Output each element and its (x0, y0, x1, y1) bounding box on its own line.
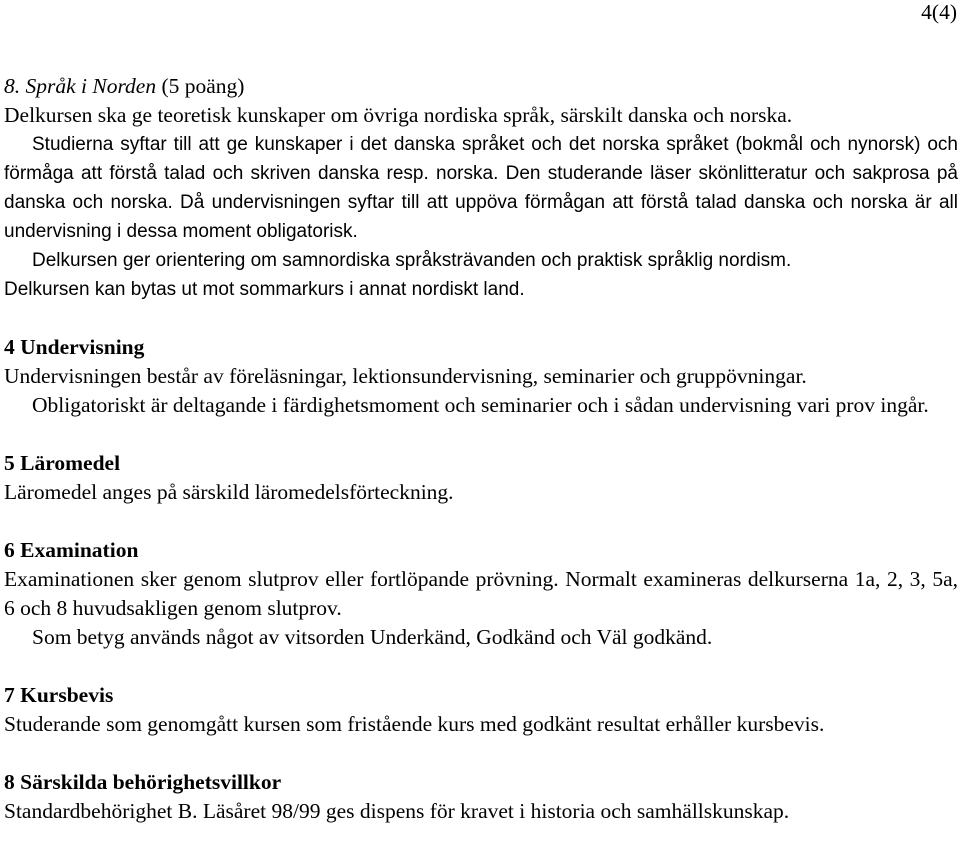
heading-laromedel: 5 Läromedel (4, 451, 121, 475)
undervisning-paragraph-2: Obligatoriskt är deltagande i färdighetsmoment och seminarier och i sådan undervisning vari prov ingår. (32, 393, 929, 417)
course-part-number: 8. (4, 74, 26, 98)
examination-paragraph-1: Examinationen sker genom slutprov eller fortlöpande prövning. Normalt examineras delkurserna 1a, 2, 3, 5a, 6 och 8 huvudsakligen genom slutprov. (4, 567, 958, 620)
heading-kursbevis: 7 Kursbevis (4, 683, 114, 707)
examination-paragraph-2: Som betyg används något av vitsorden Underkänd, Godkänd och Väl godkänd. (32, 625, 713, 649)
course-part-name: Språk i Norden (25, 74, 157, 98)
undervisning-paragraph-1: Undervisningen består av föreläsningar, lektionsundervisning, seminarier och gruppövningar. (4, 364, 807, 388)
heading-behorighetsvillkor: 8 Särskilda behörighetsvillkor (4, 770, 282, 794)
behorighetsvillkor-paragraph: Standardbehörighet B. Läsåret 98/99 ges dispens för kravet i historia och samhällskunskap. (4, 799, 790, 823)
page-number: 4(4) (921, 0, 957, 24)
course-part-intro: Delkursen ska ge teoretisk kunskaper om övriga nordiska språk, särskilt danska och norska. (4, 103, 793, 127)
document-body (4, 72, 958, 826)
course-part-orientation: Delkursen ger orientering om samnordiska språksträvanden och praktisk språklig nordism. (32, 250, 792, 271)
heading-examination: 6 Examination (4, 538, 139, 562)
course-part-points: (5 poäng) (156, 74, 245, 98)
course-part-description: Studierna syftar till att ge kunskaper i det danska språket och det norska språket (bokmål och nynorsk) och förmåga att förstå talad och skriven danska resp. norska. Den studerande läser skönlitteratur och sakprosa på danska och norska. Då undervisningen syftar till att uppöva förmågan att förstå talad danska och norska är all undervisning i dessa moment obligatorisk. (4, 134, 958, 242)
kursbevis-paragraph: Studerande som genomgått kursen som fristående kurs med godkänt resultat erhåller kursbevis. (4, 712, 825, 736)
heading-undervisning: 4 Undervisning (4, 335, 145, 359)
course-part-substitute: Delkursen kan bytas ut mot sommarkurs i annat nordiskt land. (4, 279, 525, 300)
laromedel-paragraph: Läromedel anges på särskild läromedelsförteckning. (4, 480, 454, 504)
course-part-title (4, 72, 958, 101)
